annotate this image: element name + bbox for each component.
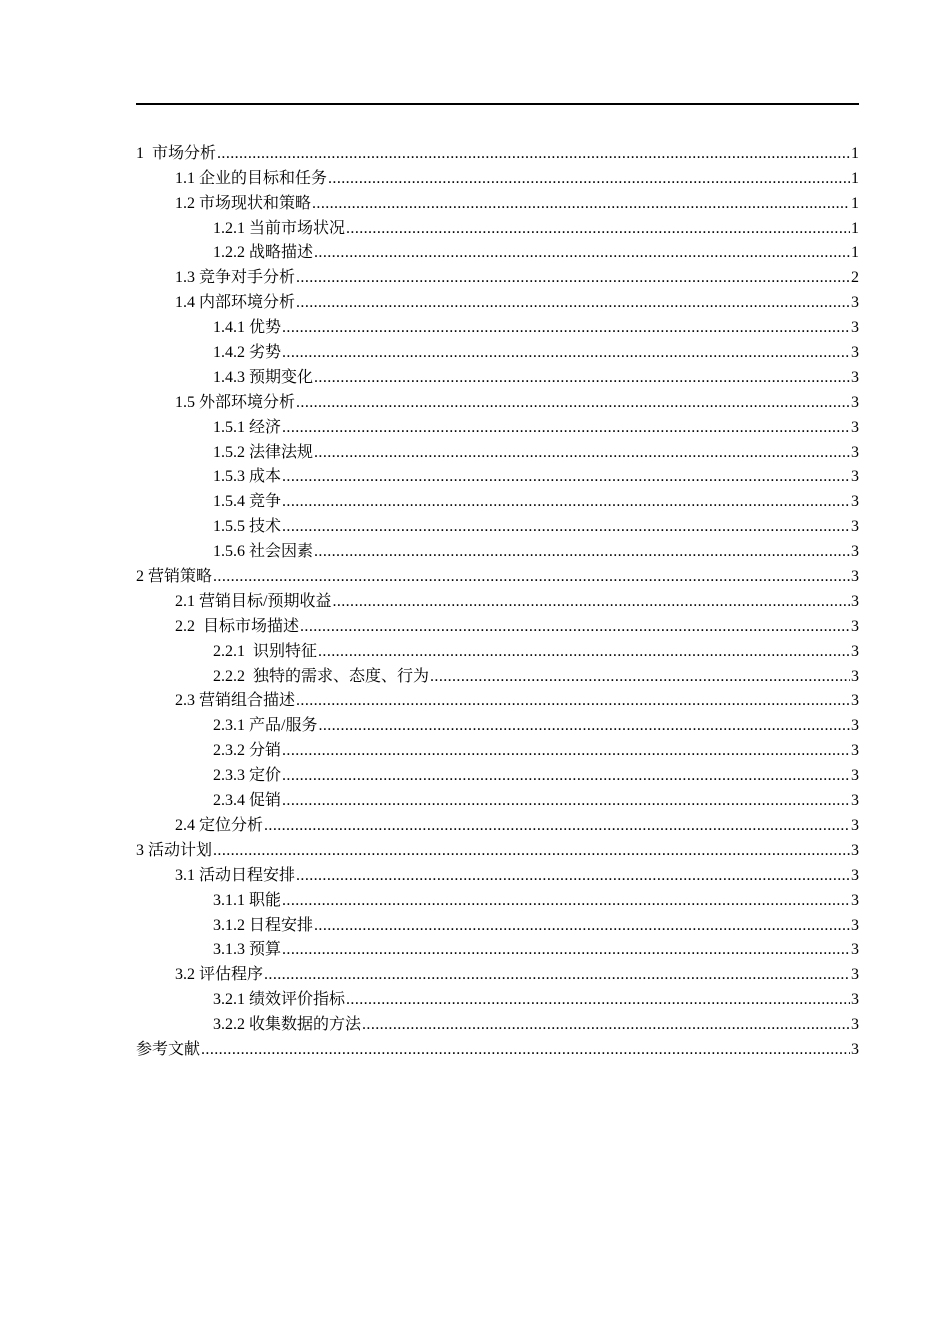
toc-entry[interactable] [136,985,859,1010]
table-of-contents [136,139,859,1060]
toc-entry[interactable] [136,214,859,239]
toc-entry[interactable] [136,189,859,214]
toc-dot-leader [213,841,850,861]
toc-entry[interactable] [136,463,859,488]
toc-entry-label: 2.3 营销组合描述 [175,692,296,710]
header-rule [136,103,859,105]
toc-entry-page-number: 1 [851,144,859,162]
toc-entry-page-number: 3 [851,1040,859,1058]
toc-entry[interactable] [136,338,859,363]
toc-entry-label: 1.3 竞争对手分析 [175,269,296,287]
toc-entry-page-number: 3 [851,891,859,909]
toc-dot-leader [217,144,850,164]
toc-dot-leader [296,393,850,413]
toc-entry-label: 1.2.1 当前市场状况 [213,219,346,237]
toc-entry-page-number: 3 [851,792,859,810]
toc-entry-label: 2 营销策略 [136,568,213,586]
toc-entry-label: 1 市场分析 [136,144,217,162]
toc-entry-label: 2.4 定位分析 [175,816,264,834]
toc-dot-leader [264,965,850,985]
toc-dot-leader [328,169,850,189]
toc-entry[interactable] [136,164,859,189]
toc-entry[interactable] [136,263,859,288]
toc-entry-label: 3.1 活动日程安排 [175,866,296,884]
toc-dot-leader [282,318,850,338]
toc-dot-leader [314,368,850,388]
toc-dot-leader [213,567,850,587]
toc-entry-page-number: 3 [851,344,859,362]
toc-entry[interactable] [136,413,859,438]
toc-entry[interactable] [136,911,859,936]
toc-dot-leader [314,243,850,263]
toc-entry[interactable] [136,139,859,164]
toc-entry-label: 1.5.4 竞争 [213,493,282,511]
toc-entry-page-number: 3 [851,468,859,486]
toc-entry-label: 1.4 内部环境分析 [175,294,296,312]
toc-entry-page-number: 3 [851,642,859,660]
toc-entry-page-number: 3 [851,418,859,436]
toc-entry-label: 1.4.1 优势 [213,319,282,337]
toc-dot-leader [296,691,850,711]
toc-entry-page-number: 3 [851,816,859,834]
toc-entry-page-number: 1 [851,219,859,237]
toc-dot-leader [318,716,850,736]
toc-entry-label: 2.2 目标市场描述 [175,617,300,635]
toc-entry[interactable] [136,637,859,662]
toc-dot-leader [346,219,850,239]
toc-dot-leader [314,542,850,562]
toc-entry[interactable] [136,313,859,338]
toc-entry[interactable] [136,836,859,861]
toc-entry-label: 3.1.2 日程安排 [213,916,314,934]
toc-dot-leader [282,418,850,438]
toc-entry[interactable] [136,239,859,264]
toc-dot-leader [201,1040,850,1060]
toc-entry-label: 1.5.6 社会因素 [213,543,314,561]
toc-entry-label: 2.3.1 产品/服务 [213,717,318,735]
toc-dot-leader [282,791,850,811]
toc-entry-page-number: 1 [851,169,859,187]
toc-entry[interactable] [136,537,859,562]
toc-entry-page-number: 3 [851,294,859,312]
toc-entry-label: 参考文献 [136,1040,201,1058]
toc-dot-leader [282,343,850,363]
toc-entry-page-number: 3 [851,617,859,635]
toc-entry-page-number: 3 [851,568,859,586]
toc-entry-label: 1.4.2 劣势 [213,344,282,362]
toc-entry-page-number: 3 [851,393,859,411]
toc-entry-page-number: 2 [851,269,859,287]
toc-entry-page-number: 3 [851,493,859,511]
toc-entry-page-number: 3 [851,667,859,685]
toc-entry-label: 2.3.3 定价 [213,767,282,785]
toc-dot-leader [300,617,850,637]
toc-dot-leader [282,492,850,512]
toc-entry-label: 1.5.3 成本 [213,468,282,486]
toc-entry[interactable] [136,562,859,587]
toc-entry-label: 3.1.1 职能 [213,891,282,909]
toc-dot-leader [282,940,850,960]
toc-entry-page-number: 1 [851,194,859,212]
toc-dot-leader [314,443,850,463]
toc-entry-page-number: 3 [851,916,859,934]
toc-entry[interactable] [136,363,859,388]
toc-entry-page-number: 3 [851,717,859,735]
toc-entry[interactable] [136,711,859,736]
toc-entry-label: 1.5.5 技术 [213,518,282,536]
toc-entry[interactable] [136,587,859,612]
toc-entry-label: 3.2.1 绩效评价指标 [213,991,346,1009]
toc-entry[interactable] [136,612,859,637]
toc-entry-page-number: 1 [851,244,859,262]
toc-entry[interactable] [136,761,859,786]
toc-entry-label: 3 活动计划 [136,841,213,859]
toc-dot-leader [296,293,850,313]
toc-entry-page-number: 3 [851,443,859,461]
toc-entry-label: 1.1 企业的目标和任务 [175,169,328,187]
toc-dot-leader [282,891,850,911]
toc-entry[interactable] [136,960,859,985]
toc-dot-leader [314,916,850,936]
toc-dot-leader [430,667,850,687]
toc-entry-page-number: 3 [851,742,859,760]
toc-entry[interactable] [136,936,859,961]
toc-entry-page-number: 3 [851,991,859,1009]
toc-entry-page-number: 3 [851,692,859,710]
toc-entry[interactable] [136,512,859,537]
toc-entry-label: 2.1 营销目标/预期收益 [175,592,332,610]
toc-entry[interactable] [136,1010,859,1035]
toc-entry[interactable] [136,487,859,512]
toc-entry-label: 1.4.3 预期变化 [213,368,314,386]
toc-entry-page-number: 3 [851,319,859,337]
toc-entry-label: 3.1.3 预算 [213,941,282,959]
toc-entry-label: 2.2.2 独特的需求、态度、行为 [213,667,430,685]
toc-entry-page-number: 3 [851,592,859,610]
toc-entry-page-number: 3 [851,767,859,785]
toc-entry[interactable] [136,438,859,463]
toc-dot-leader [332,592,850,612]
toc-dot-leader [282,467,850,487]
toc-entry-label: 2.2.1 识别特征 [213,642,318,660]
toc-entry[interactable] [136,687,859,712]
toc-entry[interactable] [136,786,859,811]
toc-entry-label: 1.5.2 法律法规 [213,443,314,461]
toc-entry[interactable] [136,811,859,836]
toc-entry[interactable] [136,861,859,886]
toc-entry[interactable] [136,662,859,687]
toc-entry-label: 2.3.4 促销 [213,792,282,810]
toc-entry-label: 1.5 外部环境分析 [175,393,296,411]
toc-entry[interactable] [136,736,859,761]
toc-entry-page-number: 3 [851,941,859,959]
toc-dot-leader [282,741,850,761]
toc-entry-page-number: 3 [851,368,859,386]
toc-entry-page-number: 3 [851,518,859,536]
toc-dot-leader [296,268,850,288]
toc-entry-label: 3.2.2 收集数据的方法 [213,1016,362,1034]
toc-entry[interactable] [136,288,859,313]
toc-entry[interactable] [136,388,859,413]
toc-entry-page-number: 3 [851,543,859,561]
toc-dot-leader [282,766,850,786]
toc-entry-label: 1.5.1 经济 [213,418,282,436]
toc-entry[interactable] [136,1035,859,1060]
toc-entry[interactable] [136,886,859,911]
toc-entry-label: 3.2 评估程序 [175,966,264,984]
toc-dot-leader [296,866,850,886]
toc-entry-label: 1.2 市场现状和策略 [175,194,312,212]
toc-dot-leader [264,816,850,836]
toc-entry-page-number: 3 [851,1016,859,1034]
toc-dot-leader [312,194,850,214]
toc-entry-label: 2.3.2 分销 [213,742,282,760]
toc-entry-page-number: 3 [851,866,859,884]
toc-dot-leader [318,642,850,662]
toc-entry-page-number: 3 [851,841,859,859]
toc-entry-page-number: 3 [851,966,859,984]
toc-dot-leader [346,990,850,1010]
toc-dot-leader [362,1015,850,1035]
toc-dot-leader [282,517,850,537]
toc-entry-label: 1.2.2 战略描述 [213,244,314,262]
